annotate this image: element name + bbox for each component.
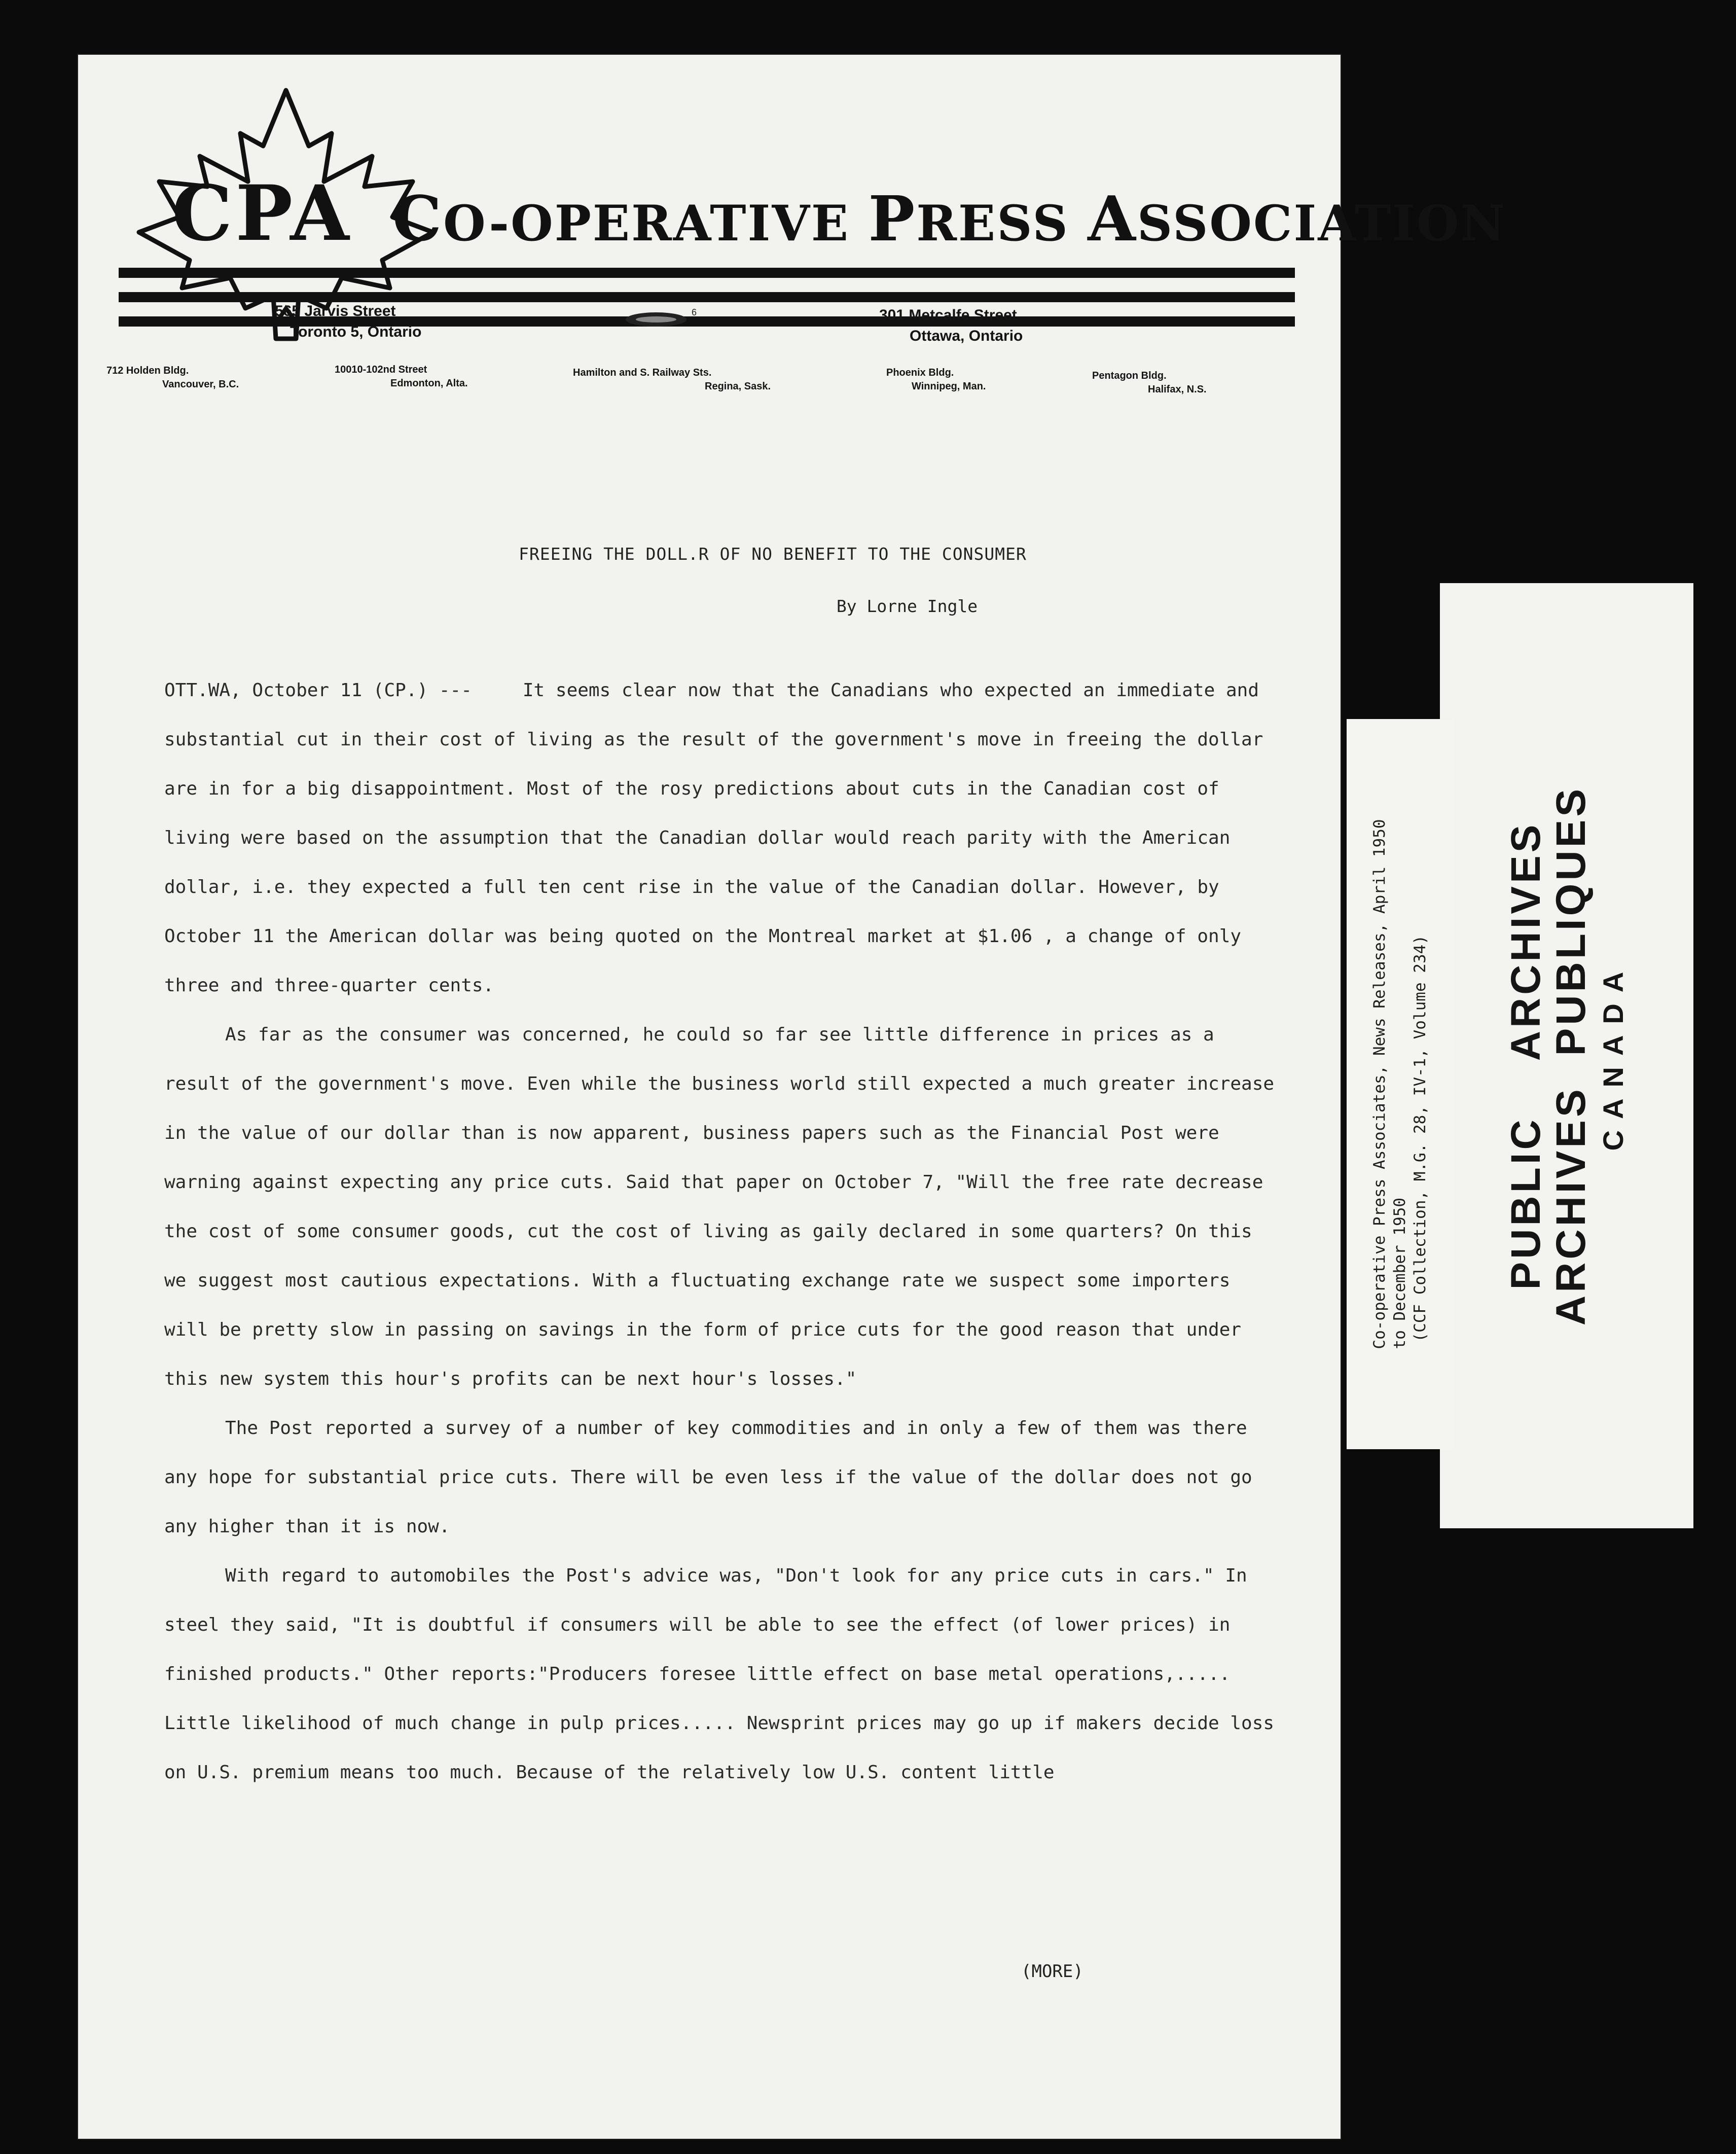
branch-office-regina: Hamilton and S. Railway Sts. Regina, Sask. [573, 367, 771, 392]
article-byline: By Lorne Ingle [836, 596, 978, 616]
article-paragraph: OTT.WA, October 11 (CP.) --- It seems clear now that the Canadians who expected an immediate and substantial cut in their cost of living as the result of the government's move in freeing the dollar are in for a big disappointment. Most of the rosy predictions about cuts in the Canadian cost of living were based on the assumption that the Canadian dollar would reach parity with the American dollar, i.e. they expected a full ten cent rise in the value of the Canadian dollar. However, by October 11 the American dollar was being quoted on the Montreal market at $1.06 , a change of only three and three-quarter cents. [164, 666, 1275, 1010]
branch-office-winnipeg: Phoenix Bldg. Winnipeg, Man. [886, 367, 986, 392]
article-dateline: OTT.WA, October 11 (CP.) --- [164, 680, 472, 701]
letterhead [78, 55, 1507, 420]
organization-name: CO-OPERATIVE PRESS ASSOCIATION [392, 182, 1507, 255]
union-label [621, 306, 702, 334]
head-office-ottawa: 301 Metcalfe Street Ottawa, Ontario [879, 307, 1023, 344]
svg-text:6: 6 [692, 307, 697, 317]
archive-stamp-card [1440, 583, 1693, 1528]
article-headline: FREEING THE DOLL.R OF NO BENEFIT TO THE CONSUMER [519, 544, 1027, 564]
article-paragraph: The Post reported a survey of a number of key commodities and in only a few of them was there any hope for substantial price cuts. There will be even less if the value of the dollar does not go any higher than it is now. [164, 1418, 1252, 1537]
branch-office-edmonton: 10010-102nd Street Edmonton, Alta. [335, 364, 468, 389]
branch-office-halifax: Pentagon Bldg. Halifax, N.S. [1092, 370, 1207, 395]
article-paragraph: As far as the consumer was concerned, he could so far see little difference in prices as a result of the government's move. Even while the business world still expected a much greater increase in the value of our dollar than is now apparent, business papers such as the Financial Post were warning against expecting any price cuts. Said that paper on October 7, "Will the free rate decrease the cost of some consumer goods, cut the cost of living as gaily declared in some quarters? On this we suggest most cautious expectations. With a fluctuating exchange rate we suspect some importers will be pretty slow in passing on savings in the form of price cuts for the good reason that under this new system this hour's profits can be next hour's losses." [164, 1024, 1275, 1389]
citation-slip [1347, 719, 1453, 1449]
article-paragraph: With regard to automobiles the Post's advice was, "Don't look for any price cuts in cars." In steel they said, "It is doubtful if consumers will be able to see the effect (of lower prices) in finished products." Other reports:"Producers foresee little effect on base metal operations,..... Little likelihood of much change in pulp prices..... Newsprint prices may go up if makers decide loss on U.S. premium means too much. Because of the relatively low U.S. content little [164, 1565, 1275, 1783]
continuation-marker: (MORE) [1021, 1961, 1083, 1982]
branch-office-vancouver: 712 Holden Bldg. Vancouver, B.C. [106, 365, 239, 390]
head-office-toronto: 565 Jarvis Street Toronto 5, Ontario [275, 303, 422, 340]
citation-text: Co-operative Press Associates, News Releases, April 1950 to December 1950 (CCF Collection, M.G. 28, IV-1, Volume 234) [1370, 819, 1429, 1349]
archive-stamp-text: PUBLICARCHIVES ARCHIVESPUBLIQUES CANADA [1502, 785, 1630, 1326]
cpa-logo-text: CPA [172, 169, 352, 258]
letterhead-rule [119, 268, 1295, 278]
letterhead-rule [119, 292, 1295, 302]
article-body [164, 666, 1275, 1797]
union-label-icon [621, 306, 702, 332]
